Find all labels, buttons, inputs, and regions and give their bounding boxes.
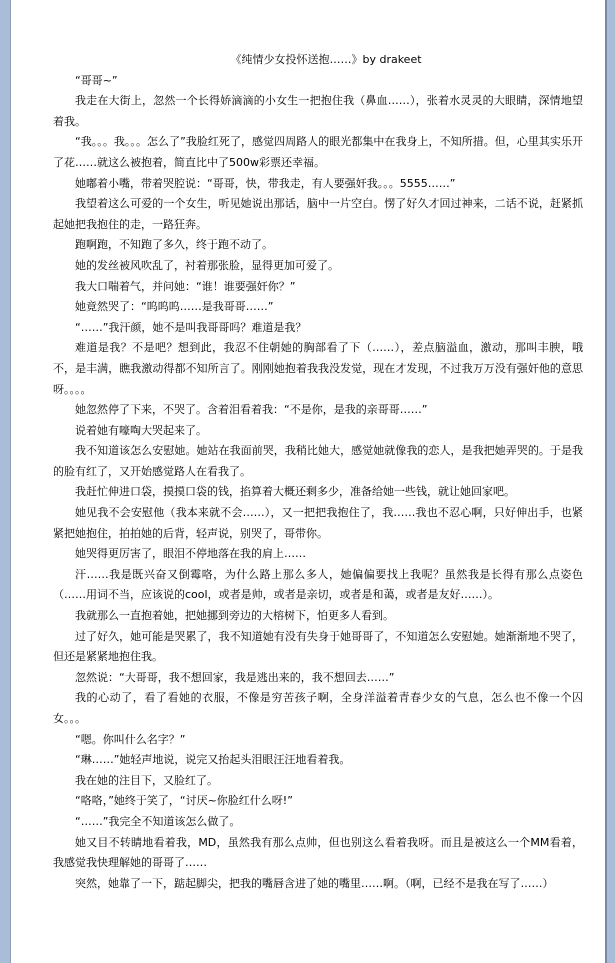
paragraph: “咯咯，”她终于笑了，“讨厌~你脸红什么呀!” (75, 794, 293, 808)
paragraph: 她见我不会安慰他（我本来就不会……），又一把把我抱住了，我……我也不忍心啊，只好伸出手，也紧紧把她抱住，拍拍她的后背，轻声说，别哭了，哥带你。 (53, 506, 583, 540)
paragraph: 我大口喘着气，并问她：“谁！谁要强奸你？” (75, 279, 296, 293)
paragraph: 她又目不转睛地看着我，MD，虽然我有那么点帅，但也别这么看着我呀。而且是被这么一个MM看着，我感觉我快理解她的哥哥了…… (53, 835, 583, 870)
paragraph: 我在她的注目下，又脸红了。 (75, 773, 218, 787)
paragraph: 我望着这么可爱的一个女生，听见她说出那话，脑中一片空白。愣了好久才回过神来，二话不说，赶紧抓起她把我抱住的走，一路狂奔。 (53, 197, 583, 231)
paragraph: “哥哥~” (75, 73, 118, 87)
document-body (53, 50, 583, 894)
paragraph: 我走在大街上，忽然一个长得娇滴滴的小女生一把抱住我（鼻血……），张着水灵灵的大眼睛，深情地望着我。 (53, 94, 583, 128)
document-page (10, 0, 607, 963)
paragraph: 我赶忙伸进口袋，摸摸口袋的钱，掐算着大概还剩多少，准备给她一些钱，就让她回家吧。 (75, 485, 515, 499)
paragraph: “琳……”她轻声地说，说完又抬起头泪眼汪汪地看着我。 (75, 753, 351, 767)
paragraph: 她忽然停了下来，不哭了。含着泪看着我：“不是你，是我的亲哥哥……” (75, 403, 428, 417)
paragraph: 难道是我？不是吧？想到此，我忍不住朝她的胸部看了下（……），差点脑溢血，激动，那叫丰腴，哦不，是丰满，瞧我激动得都不知所言了。刚刚她抱着我我没发觉，现在才发现，不过我万万没有强奸他的意思呀。。。。 (53, 341, 583, 396)
paragraph: “嗯。你叫什么名字？” (75, 732, 186, 746)
paragraph: 说着她有嚎啕大哭起来了。 (75, 423, 207, 437)
paragraph: 我不知道该怎么安慰她。她站在我面前哭，我稍比她大，感觉她就像我的恋人，是我把她弄哭的。于是我的脸有红了，又开始感觉路人在看我了。 (53, 444, 583, 478)
paragraph: “我。。。我。。。怎么了”我脸红死了，感觉四周路人的眼光都集中在我身上，不知所措。但，心里其实乐开了花……就这么被抱着，简直比中了500w彩票还幸福。 (53, 135, 583, 169)
paragraph: 她竟然哭了：“呜呜呜……是我哥哥……” (75, 300, 274, 314)
paragraph: 她的发丝被风吹乱了，衬着那张脸，显得更加可爱了。 (75, 258, 339, 272)
paragraph: 我的心动了，看了看她的衣服，不像是穷苦孩子啊，全身洋溢着青春少女的气息，怎么也不像一个囚女。。。 (53, 691, 583, 725)
document-title: 《纯情少女投怀送抱……》by drakeet (230, 53, 422, 66)
paragraph: 跑啊跑，不知跑了多久，终于跑不动了。 (75, 238, 273, 252)
paragraph: “……”我完全不知道该怎么做了。 (75, 814, 241, 828)
paragraph: 过了好久，她可能是哭累了，我不知道她有没有失身于她哥哥了，不知道怎么安慰她。她渐渐地不哭了，但还是紧紧地抱住我。 (53, 629, 583, 664)
paragraph: 汗……我是既兴奋又倒霉咯，为什么路上那么多人，她偏偏要找上我呢？虽然我是长得有那么点姿色（……用词不当，应该说的cool，或者是帅，或者是亲切，或者是和蔼，或者是友好……）。 (53, 567, 583, 602)
paragraph: 忽然说：“大哥哥，我不想回家，我是逃出来的，我不想回去……” (75, 670, 395, 684)
paragraph: 她哭得更厉害了，眼泪不停地落在我的肩上…… (75, 547, 306, 561)
paragraph: 我就那么一直抱着她，把她挪到旁边的大榕树下，怕更多人看到。 (75, 609, 394, 623)
paragraph: 突然，她靠了一下，踮起脚尖，把我的嘴唇含进了她的嘴里……啊。（啊，已经不是我在写了……） (75, 876, 554, 890)
paragraph: “……”我汗颜，她不是叫我哥哥吗？难道是我？ (75, 320, 307, 334)
paragraph: 她嘟着小嘴，带着哭腔说：“哥哥，快，带我走，有人要强奸我。。。5555……” (75, 176, 456, 190)
